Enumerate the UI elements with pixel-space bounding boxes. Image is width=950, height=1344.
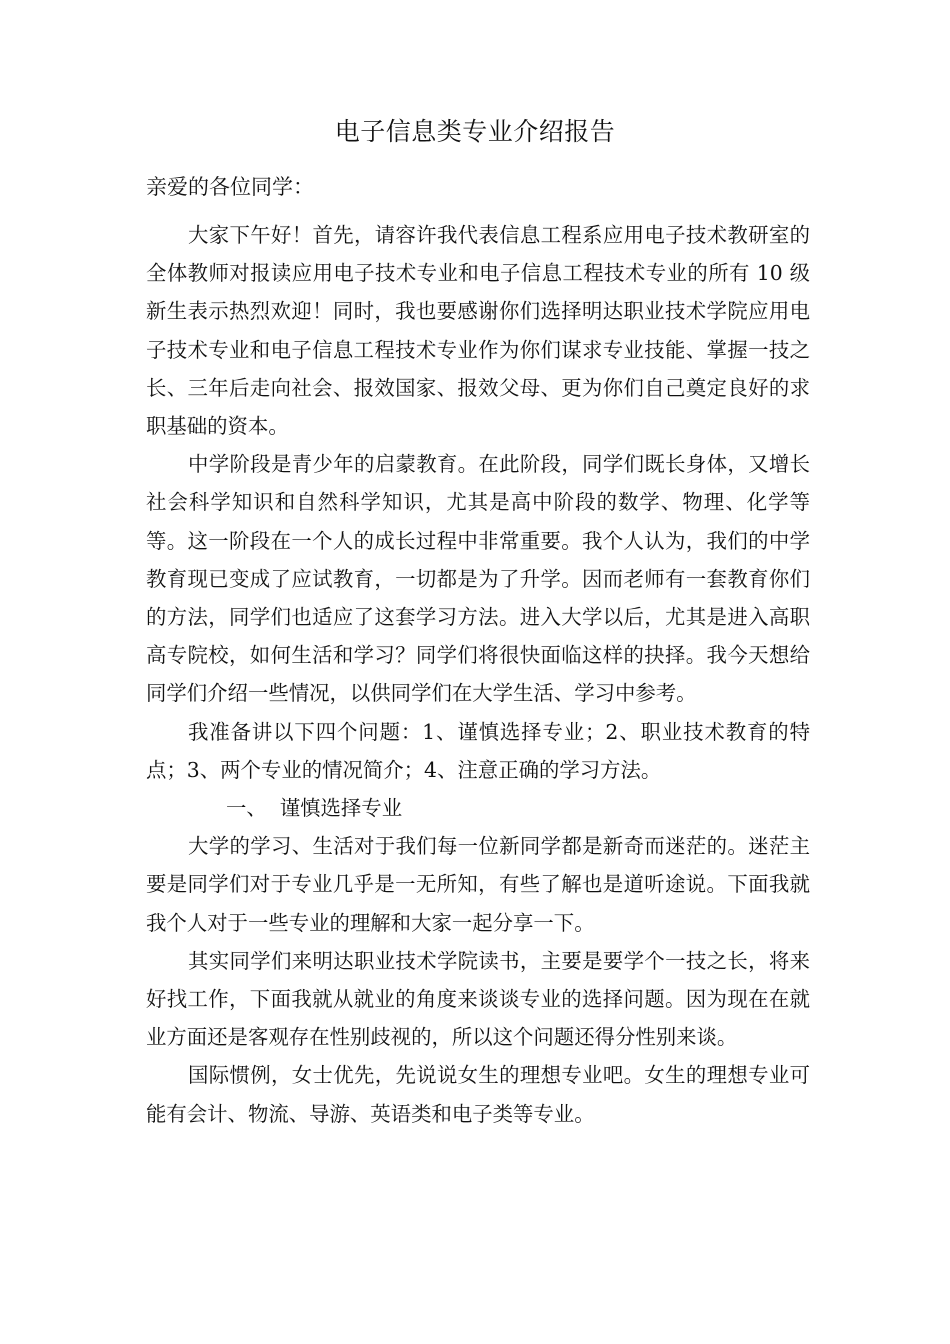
paragraph-university-life: 大学的学习、生活对于我们每一位新同学都是新奇而迷茫的。迷茫主要是同学们对于专业几乎是一无所知，有些了解也是道听途说。下面我就我个人对于一些专业的理解和大家一起分享一下。 bbox=[146, 834, 810, 935]
document-body bbox=[146, 216, 810, 1133]
section-heading: 一、 谨慎选择专业 bbox=[226, 796, 403, 821]
paragraph-major-choice: 其实同学们来明达职业技术学院读书，主要是要学个一技之长，将来好找工作，下面我就从就业的角度来谈谈专业的选择问题。因为现在在就业方面还是客观存在性别歧视的，所以这个问题还得分性别来谈。 bbox=[146, 948, 810, 1050]
document-title: 电子信息类专业介绍报告 bbox=[334, 117, 616, 146]
paragraph-female-majors: 国际惯例，女士优先，先说说女生的理想专业吧。女生的理想专业可能有会计、物流、导游、英语类和电子类等专业。 bbox=[146, 1063, 810, 1126]
paragraph-middle-school: 中学阶段是青少年的启蒙教育。在此阶段，同学们既长身体，又增长社会科学知识和自然科学知识，尤其是高中阶段的数学、物理、化学等等。这一阶段在一个人的成长过程中非常重要。我个人认为，我们的中学教育现已变成了应试教育，一切都是为了升学。因而老师有一套教育你们的方法，同学们也适应了这套学习方法。进入大学以后，尤其是进入高职高专院校，如何生活和学习？同学们将很快面临这样的抉择。我今天想给同学们介绍一些情况，以供同学们在大学生活、学习中参考。 bbox=[146, 452, 810, 706]
salutation: 亲爱的各位同学： bbox=[146, 175, 314, 199]
paragraph-outline: 我准备讲以下四个问题：1、谨慎选择专业；2、职业技术教育的特点；3、两个专业的情况简介；4、注意正确的学习方法。 bbox=[146, 719, 810, 782]
paragraph-welcome: 大家下午好！首先，请容许我代表信息工程系应用电子技术教研室的全体教师对报读应用电子技术专业和电子信息工程技术专业的所有 10 级新生表示热烈欢迎！同时，我也要感谢你们选择明达职业技术学院应用电子技术专业和电子信息工程技术专业作为你们谋求专业技能、掌握一技之长、三年后走向社会、报效国家、报效父母、更为你们自己奠定良好的求职基础的资本。 bbox=[146, 223, 810, 439]
